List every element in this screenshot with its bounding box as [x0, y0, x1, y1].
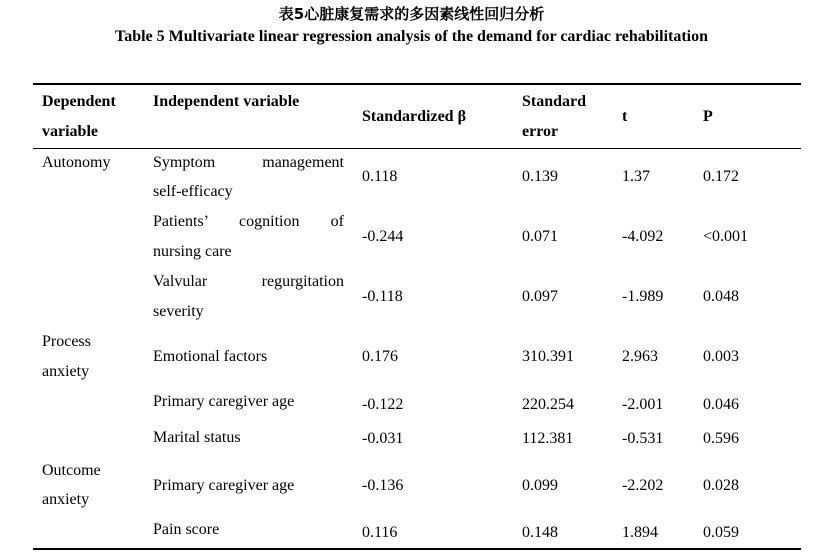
group-label-outcome-anxiety-line2: anxiety	[42, 491, 90, 508]
row-4-independent-variable: Emotional factors	[153, 348, 268, 365]
header-independent-variable: Independent variable	[153, 93, 300, 110]
row-1-t: 1.37	[622, 168, 650, 185]
row-1-independent-variable: Symptom management	[153, 154, 344, 171]
header-t: t	[622, 108, 628, 125]
group-label-outcome-anxiety: Outcome	[42, 462, 101, 479]
row-7-standard-error: 0.099	[522, 477, 558, 494]
row-6-p: 0.596	[703, 430, 739, 447]
group-label-process-anxiety-line2: anxiety	[42, 363, 90, 380]
row-6-t: -0.531	[622, 430, 664, 447]
row-6-standard-error: 112.381	[522, 430, 574, 447]
group-label-autonomy: Autonomy	[42, 154, 111, 171]
row-3-p: 0.048	[703, 288, 739, 305]
table-header-rule	[33, 148, 801, 149]
row-2-standard-error: 0.071	[522, 228, 558, 245]
row-8-independent-variable: Pain score	[153, 521, 220, 538]
row-3-standard-error: 0.097	[522, 288, 558, 305]
row-3-independent-variable: Valvular regurgitation	[153, 273, 344, 290]
row-8-beta: 0.116	[362, 524, 398, 541]
table-top-rule	[33, 83, 801, 85]
row-3-t: -1.989	[622, 288, 664, 305]
row-3-independent-variable-line2: severity	[153, 303, 204, 320]
row-5-independent-variable: Primary caregiver age	[153, 393, 295, 410]
row-5-p: 0.046	[703, 396, 739, 413]
header-standard-error-line2: error	[522, 123, 559, 140]
row-3-beta: -0.118	[362, 288, 403, 305]
row-7-beta: -0.136	[362, 477, 404, 494]
row-5-t: -2.001	[622, 396, 664, 413]
row-2-independent-variable-line2: nursing care	[153, 243, 232, 260]
row-8-t: 1.894	[622, 524, 658, 541]
row-1-independent-variable-line2: self-efficacy	[153, 183, 233, 200]
header-standardized-beta: Standardized β	[362, 108, 466, 125]
header-dependent-variable: Dependent	[42, 93, 116, 110]
row-5-beta: -0.122	[362, 396, 404, 413]
table-title-english: Table 5 Multivariate linear regression analysis of the demand for cardiac rehabilitation	[114, 28, 709, 45]
group-label-process-anxiety: Process	[42, 333, 91, 350]
header-p: P	[703, 108, 713, 125]
header-standard-error: Standard	[522, 93, 587, 110]
row-1-p: 0.172	[703, 168, 739, 185]
row-5-standard-error: 220.254	[522, 396, 574, 413]
row-4-beta: 0.176	[362, 348, 398, 365]
row-2-t: -4.092	[622, 228, 664, 245]
row-8-standard-error: 0.148	[522, 524, 558, 541]
table-title-chinese: 表5心脏康复需求的多因素线性回归分析	[278, 5, 545, 23]
row-1-standard-error: 0.139	[522, 168, 558, 185]
table-bottom-rule	[33, 548, 801, 550]
row-7-p: 0.028	[703, 477, 739, 494]
row-4-t: 2.963	[622, 348, 658, 365]
row-4-p: 0.003	[703, 348, 739, 365]
row-2-beta: -0.244	[362, 228, 404, 245]
header-dependent-variable-line2: variable	[42, 123, 98, 140]
row-1-beta: 0.118	[362, 168, 398, 185]
row-7-t: -2.202	[622, 477, 664, 494]
row-2-p: <0.001	[703, 228, 749, 245]
row-8-p: 0.059	[703, 524, 739, 541]
row-6-independent-variable: Marital status	[153, 429, 241, 446]
row-6-beta: -0.031	[362, 430, 404, 447]
row-7-independent-variable: Primary caregiver age	[153, 477, 295, 494]
row-2-independent-variable: Patients’ cognition of	[153, 213, 344, 230]
row-4-standard-error: 310.391	[522, 348, 574, 365]
